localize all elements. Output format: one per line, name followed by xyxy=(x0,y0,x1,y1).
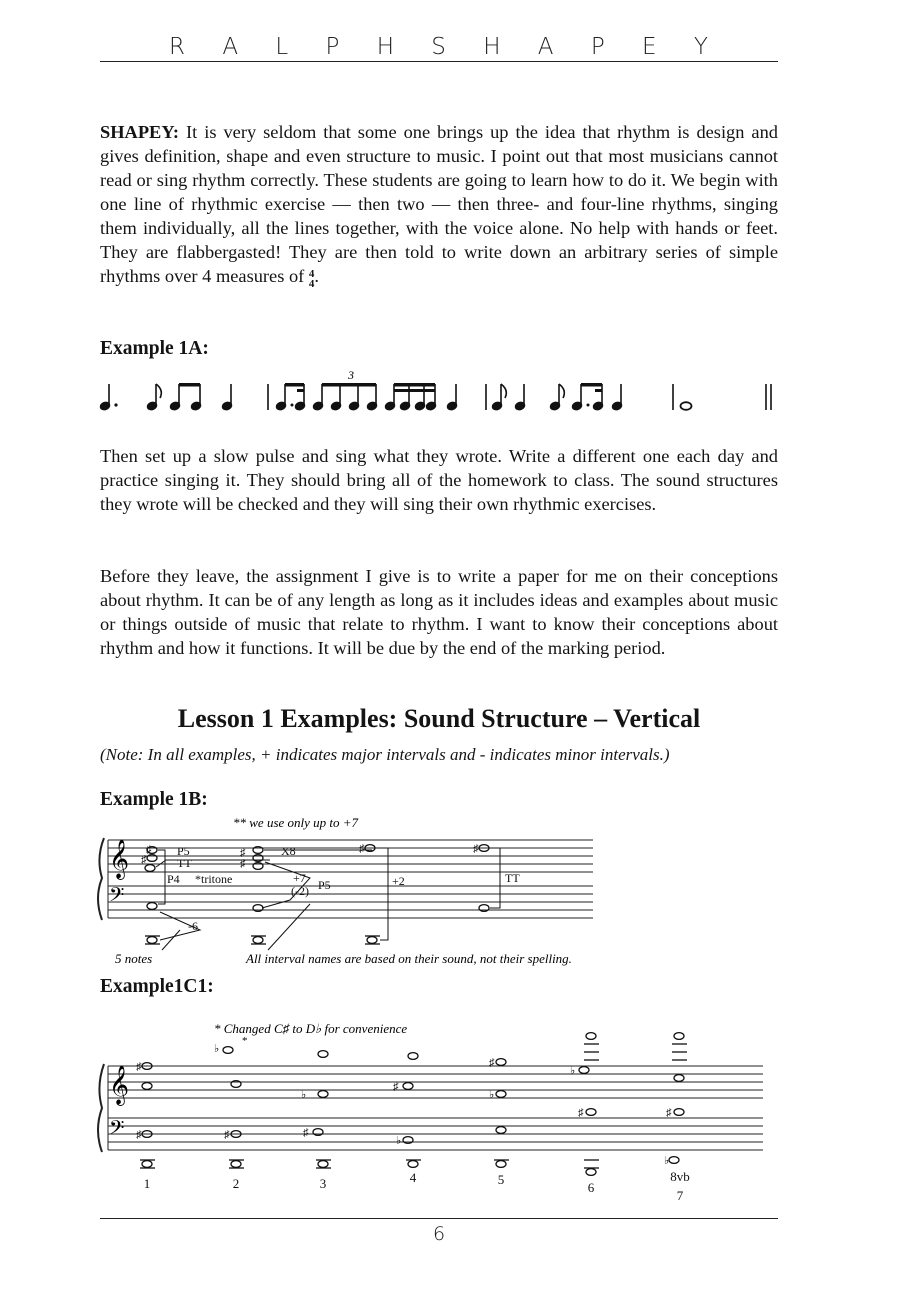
chord-note xyxy=(318,1051,328,1058)
header-rule xyxy=(100,61,778,62)
interval-line xyxy=(162,930,180,950)
rhythm-whole-note xyxy=(681,402,692,410)
sharp-icon: ♯ xyxy=(393,1081,399,1093)
interval-label: *tritone xyxy=(195,872,233,886)
treble-clef-icon: 𝄞 xyxy=(109,841,130,878)
rhythm-triplet xyxy=(313,383,378,411)
chord-number: 5 xyxy=(497,1172,505,1187)
chord-number: 3 xyxy=(319,1176,327,1191)
convenience-note: * Changed C♯ to D♭ for convenience xyxy=(214,1021,408,1036)
sharp-icon: ♯ xyxy=(224,1129,230,1141)
bass-staff xyxy=(108,886,593,918)
chord-note xyxy=(403,1083,413,1090)
interval-bracket xyxy=(490,848,500,908)
treble-staff xyxy=(108,1066,763,1098)
example-1a-label: Example 1A: xyxy=(100,338,209,359)
paragraph-2: Then set up a slow pulse and sing what they wrote. Write a different one each day and practice singing it. They should bring all of the homework to class. The sound structures they wrote will be checked and they will sing their own rhythmic exercises. xyxy=(100,446,778,514)
interval-line xyxy=(268,904,310,950)
caption-right: All interval names are based on their sound, not their spelling. xyxy=(246,951,572,966)
interval-label: X8 xyxy=(281,844,296,858)
sharp-icon: ♯ xyxy=(136,1129,142,1141)
asterisk-mark: * xyxy=(242,1035,248,1047)
top-footnote: ** we use only up to +7 xyxy=(233,815,359,830)
chord-number: 7 xyxy=(676,1188,684,1203)
system-brace xyxy=(98,838,104,920)
intro-text: It is very seldom that some one brings up the idea that rhythm is design and gives definition, shape and even structure to music. I point out that most musicians cannot read or sing rhythm correctly. These students are going to learn how to do it. We begin with one line of rhythmic exercise — then two — then three- and four-line rhythms, singing them individually, all the lines together, with the voice alone. No help with hands or feet. They are flabbergasted! They are then told to write down an arbitrary series of simple rhythms over 4 measures of xyxy=(100,122,778,286)
example-1b-score xyxy=(0,812,900,972)
chord-number: 2 xyxy=(232,1176,240,1191)
chord-note xyxy=(586,1109,596,1116)
interval-label: P5 xyxy=(177,844,190,858)
rhythm-beamed-eighths xyxy=(170,383,202,411)
chord-note xyxy=(496,1161,506,1168)
chord-note xyxy=(496,1059,506,1066)
rhythm-eighth xyxy=(147,384,162,411)
chord-note xyxy=(674,1033,684,1040)
rhythm-eighth xyxy=(550,384,565,411)
rhythm-quarter xyxy=(515,384,526,411)
treble-clef-icon: 𝄞 xyxy=(109,1067,130,1104)
bass-clef-icon: 𝄢 xyxy=(109,885,125,911)
footer-rule xyxy=(100,1218,778,1219)
sharp-icon: ♯ xyxy=(141,854,147,866)
chord-note xyxy=(674,1075,684,1082)
chord-note xyxy=(147,903,157,910)
chord-note xyxy=(579,1067,589,1074)
chord-note xyxy=(231,1161,241,1168)
chord-note xyxy=(408,1053,418,1060)
intro-paragraph xyxy=(100,120,778,289)
sharp-icon: ♯ xyxy=(146,844,152,856)
page-number: 6 xyxy=(432,1223,446,1245)
interval-label: P5 xyxy=(318,878,331,892)
interval-bracket xyxy=(158,850,165,904)
rhythm-quarter xyxy=(222,384,233,411)
lesson-title: Lesson 1 Examples: Sound Structure – Vertical xyxy=(177,704,701,733)
triplet-mark: 3 xyxy=(348,368,354,382)
interval-label: (-2) xyxy=(291,884,309,898)
rhythm-quarter xyxy=(612,384,623,411)
intro-end: . xyxy=(314,266,319,286)
chord-note xyxy=(223,1047,233,1054)
chord-number: 6 xyxy=(587,1180,595,1195)
bass-staff xyxy=(108,1118,763,1150)
flat-icon: ♭ xyxy=(489,1089,495,1101)
example-1a-rhythm xyxy=(0,360,900,420)
chord-note xyxy=(586,1169,596,1176)
sharp-icon: ♯ xyxy=(303,1127,309,1139)
flat-icon: ♭ xyxy=(396,1135,402,1147)
chord-note xyxy=(145,865,155,872)
chord-note xyxy=(367,937,377,944)
speaker-name: SHAPEY: xyxy=(100,122,180,142)
lesson-note: (Note: In all examples, + indicates major intervals and - indicates minor intervals.) xyxy=(100,745,670,764)
caption-left: 5 notes xyxy=(115,951,153,966)
flat-icon: ♭ xyxy=(570,1065,576,1077)
time-sig-bottom: 4 xyxy=(308,278,315,290)
example-1b-label: Example 1B: xyxy=(100,789,208,810)
interval-label: +7 xyxy=(293,871,306,885)
chord-note xyxy=(147,937,157,944)
rhythm-sixteenths xyxy=(385,383,437,411)
time-sig-top: 4 xyxy=(308,268,315,280)
chord-note xyxy=(496,1091,506,1098)
sharp-icon: ♯ xyxy=(359,843,365,855)
chord-note xyxy=(669,1157,679,1164)
sharp-icon: ♯ xyxy=(578,1107,584,1119)
chord-note xyxy=(142,1161,152,1168)
system-brace xyxy=(98,1064,104,1152)
flat-icon: ♭ xyxy=(664,1155,670,1167)
chord-note xyxy=(586,1033,596,1040)
running-head: R A L P H S H A P E Y xyxy=(169,34,709,60)
example-1c1-score xyxy=(0,1014,900,1204)
sharp-icon: ♯ xyxy=(489,1057,495,1069)
sharp-icon: ♯ xyxy=(666,1107,672,1119)
sharp-icon: ♯ xyxy=(240,858,246,870)
sharp-icon: ♯ xyxy=(136,1061,142,1073)
ottava-mark: 8vb xyxy=(670,1169,690,1184)
chord-note xyxy=(318,1161,328,1168)
interval-label: -6 xyxy=(188,919,198,933)
interval-label: TT xyxy=(177,856,192,870)
rhythm-quarter xyxy=(447,384,458,411)
chord-note xyxy=(318,1091,328,1098)
interval-label: P4 xyxy=(167,872,180,886)
chord-note xyxy=(496,1127,506,1134)
bass-clef-icon: 𝄢 xyxy=(109,1118,125,1144)
paragraph-3: Before they leave, the assignment I give is to write a paper for me on their conceptions about rhythm. It can be of any length as long as it includes ideas and examples about music or things outside of music that relate to rhythm. I want to know their conceptions about rhythm and how it functions. It will be due by the end of the marking period. xyxy=(100,566,778,658)
flat-icon: ♭ xyxy=(301,1089,307,1101)
example-1c1-label: Example1C1: xyxy=(100,976,214,997)
chord-note xyxy=(142,1083,152,1090)
rhythm-eighth xyxy=(492,384,507,411)
sharp-icon: ♯ xyxy=(473,843,479,855)
chord-note xyxy=(253,937,263,944)
flat-icon: ♭ xyxy=(214,1043,220,1055)
chord-note xyxy=(408,1161,418,1168)
chord-note xyxy=(674,1109,684,1116)
interval-label: TT xyxy=(505,871,520,885)
interval-label: +2 xyxy=(392,874,405,888)
rhythm-dotted-eighth-sixteenth xyxy=(276,383,306,411)
chord-number: 4 xyxy=(409,1170,417,1185)
sharp-icon: ♯ xyxy=(240,847,246,859)
rhythm-dotted-eighth-sixteenth xyxy=(572,383,604,411)
rhythm-dotted-quarter xyxy=(100,384,118,411)
chord-number: 1 xyxy=(143,1176,151,1191)
